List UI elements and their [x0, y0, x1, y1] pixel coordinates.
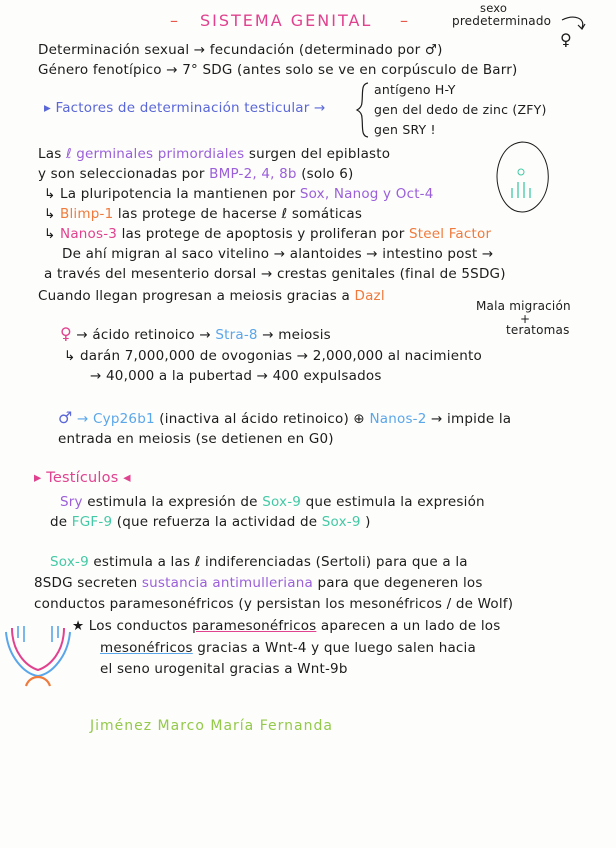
line-ovogonias: ↳ darán 7,000,000 de ovogonias → 2,000,000 al nacimiento: [64, 348, 482, 364]
term-cyp26b1: → Cyp26b1: [77, 411, 155, 427]
text: → impide la: [431, 411, 512, 427]
term-sox9: Sox-9: [321, 514, 361, 530]
line-fgf9: [50, 514, 371, 530]
female-icon: ♀: [60, 324, 72, 343]
text: las protege de apoptosis y proliferan por: [121, 226, 405, 242]
text: y son seleccionadas por: [38, 166, 205, 182]
line-female: [60, 326, 331, 343]
line-sry: [60, 494, 485, 510]
text: estimula la expresión de: [87, 494, 258, 510]
term-sox9: Sox-9: [262, 494, 302, 510]
line-wnt4: [100, 640, 476, 656]
text: para que degeneren los: [317, 575, 483, 591]
term-mesonefricos: mesonéfricos: [100, 640, 193, 656]
term-germinales: ℓ germinales primordiales: [65, 146, 245, 162]
term-nanos2: Nanos-2: [369, 411, 427, 427]
line-genero: Género fenotípico → 7° SDG (antes solo se ve en corpúsculo de Barr): [38, 62, 518, 78]
line-germinales: [38, 146, 390, 162]
title-dash-left: –: [170, 11, 180, 30]
line-determinacion: Determinación sexual → fecundación (determinado por ♂): [38, 42, 443, 58]
note-mala-migracion: Mala migración: [476, 299, 571, 313]
line-nanos3: [44, 226, 491, 242]
text: aparecen a un lado de los: [320, 618, 501, 634]
line-factores: ▸ Factores de determinación testicular →: [44, 100, 326, 116]
term-antimulleriana: sustancia antimulleriana: [141, 575, 313, 591]
text: ): [365, 514, 371, 530]
text: (solo 6): [301, 166, 354, 182]
term-nanos3: Nanos-3: [60, 226, 118, 242]
text: (inactiva al ácido retinoico) ⊕: [159, 411, 365, 427]
item-gen-zinc: gen del dedo de zinc (ZFY): [374, 102, 547, 117]
line-entrada-meiosis: entrada en meiosis (se detienen en G0): [58, 431, 334, 447]
signature: Jiménez Marco María Fernanda: [90, 718, 333, 734]
line-male: [58, 410, 511, 427]
text: → meiosis: [262, 327, 331, 343]
ducts-drawing: [4, 622, 74, 692]
line-pluripotencia: [44, 186, 434, 202]
line-meiosis: [38, 288, 385, 304]
item-gen-sry: gen SRY !: [374, 122, 436, 137]
text: Las: [38, 146, 62, 162]
text: que estimula la expresión: [305, 494, 485, 510]
female-symbol: ♀: [560, 30, 572, 49]
term-dazl: Dazl: [354, 288, 385, 304]
text: ↳: [44, 226, 56, 242]
line-bmp: [38, 166, 354, 182]
line-blimp: [44, 206, 362, 222]
line-pubertad: → 40,000 a la pubertad → 400 expulsados: [90, 368, 382, 384]
text: ★ Los conductos: [72, 618, 188, 634]
curved-arrow-icon: [560, 12, 590, 36]
text: las protege de hacerse ℓ somáticas: [117, 206, 363, 222]
male-icon: ♂: [58, 408, 73, 427]
term-bmp: BMP-2, 4, 8b: [209, 166, 297, 182]
text: → ácido retinoico →: [76, 327, 211, 343]
text: Cuando llegan progresan a meiosis gracias a: [38, 288, 350, 304]
line-migracion: De ahí migran al saco vitelino → alantoides → intestino post →: [62, 246, 494, 262]
term-stra8: Stra-8: [215, 327, 258, 343]
term-steel: Steel Factor: [408, 226, 492, 242]
embryo-drawing: [490, 138, 554, 214]
text: gracias a Wnt-4 y que luego salen hacia: [197, 640, 476, 656]
curly-brace: [356, 82, 370, 138]
text: de: [50, 514, 68, 530]
line-star: [72, 618, 500, 634]
note-sexo: sexo: [480, 1, 508, 15]
term-blimp: Blimp-1: [60, 206, 114, 222]
line-sertoli: [50, 554, 468, 570]
text: 8SDG secreten: [34, 575, 138, 591]
term-sox-nanog: Sox, Nanog y Oct-4: [299, 186, 434, 202]
text: (que refuerza la actividad de: [116, 514, 318, 530]
term-sry: Sry: [60, 494, 83, 510]
title-dash-right: –: [400, 11, 410, 30]
page-title: SISTEMA GENITAL: [200, 11, 373, 30]
line-antimulleriana: [34, 575, 483, 591]
line-mesenterio: a través del mesenterio dorsal → crestas genitales (final de 5SDG): [44, 266, 506, 282]
text: ↳ La pluripotencia la mantienen por: [44, 186, 296, 202]
note-predeterminado: predeterminado: [452, 14, 552, 28]
line-conductos: conductos paramesonéfricos (y persistan los mesonéfricos / de Wolf): [34, 596, 514, 612]
item-antigeno: antígeno H-Y: [374, 82, 456, 97]
term-paramesonefricos: paramesonéfricos: [192, 618, 317, 634]
text: estimula a las ℓ indiferenciadas (Sertoli) para que a la: [93, 554, 468, 570]
section-testiculos: ▸ Testículos ◂: [34, 470, 131, 486]
note-teratomas: teratomas: [506, 323, 570, 337]
term-fgf9: FGF-9: [71, 514, 113, 530]
term-sox9: Sox-9: [50, 554, 89, 570]
line-wnt9b: el seno urogenital gracias a Wnt-9b: [100, 661, 348, 677]
text: ↳: [44, 206, 56, 222]
note-plus: +: [520, 312, 531, 326]
text: surgen del epiblasto: [248, 146, 391, 162]
